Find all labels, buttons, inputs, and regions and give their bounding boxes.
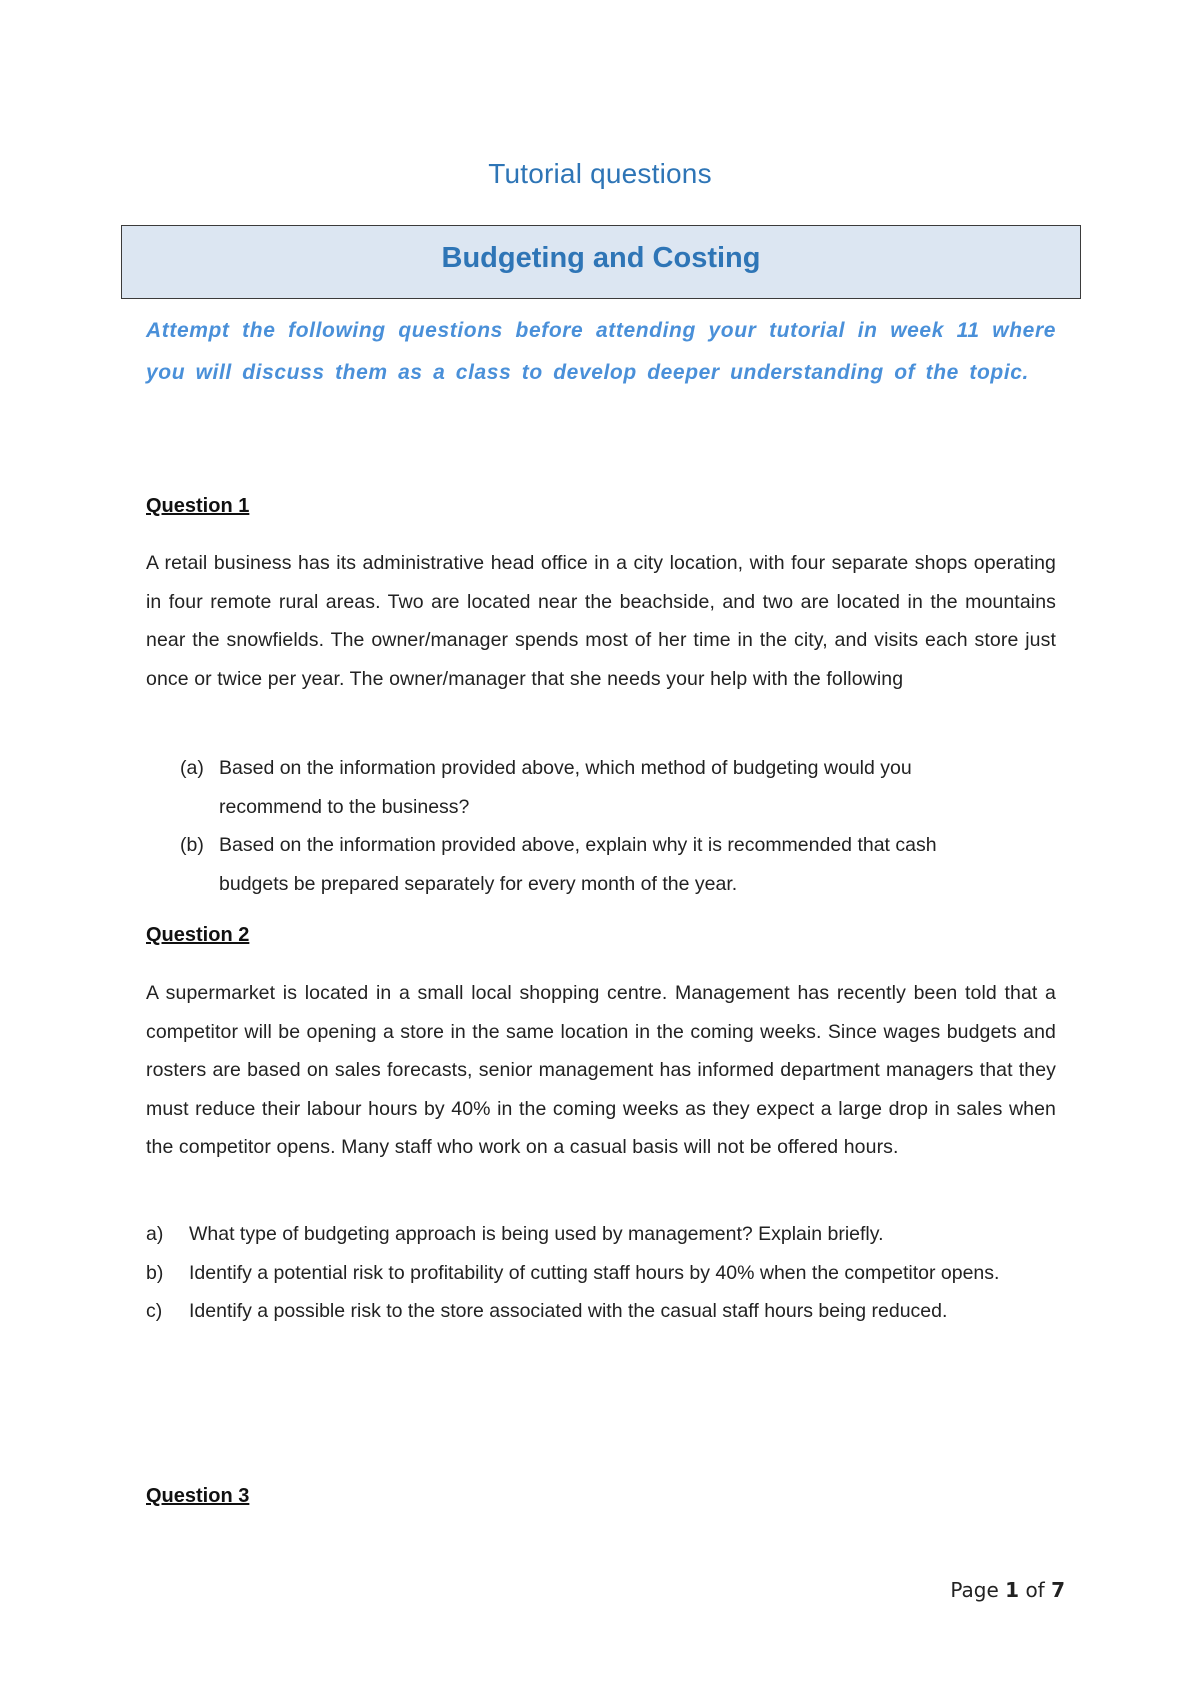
list-item-text: Identify a possible risk to the store associated with the casual staff hours being reduced. bbox=[189, 1300, 948, 1322]
list-item bbox=[146, 1254, 1056, 1293]
list-marker: b) bbox=[146, 1261, 164, 1284]
list-item bbox=[146, 1292, 1056, 1331]
question-3-heading: Question 3 bbox=[146, 1485, 250, 1507]
list-item bbox=[146, 1215, 1056, 1254]
list-marker: (b) bbox=[180, 834, 204, 856]
list-item-text: Based on the information provided above, explain why it is recommended that cash budgets be prepared separately for every month of the year. bbox=[219, 834, 937, 895]
question-2-parts bbox=[146, 1215, 1056, 1331]
list-marker: (a) bbox=[180, 757, 204, 779]
list-item-text: What type of budgeting approach is being used by management? Explain briefly. bbox=[189, 1223, 884, 1245]
question-2-heading: Question 2 bbox=[146, 924, 250, 946]
footer-page-number: 1 bbox=[1005, 1578, 1020, 1602]
section-banner bbox=[121, 225, 1081, 299]
list-marker: a) bbox=[146, 1223, 164, 1245]
question-1-heading: Question 1 bbox=[146, 495, 250, 517]
footer-of-word: of bbox=[1025, 1578, 1045, 1602]
list-marker: c) bbox=[146, 1300, 163, 1322]
question-2-body: A supermarket is located in a small local shopping centre. Management has recently been told that a competitor will be opening a store in the same location in the coming weeks. Since wages budgets and rosters are based on sales forecasts, senior management has informed department managers that they must reduce their labour hours by 40% in the coming weeks as they expect a large drop in sales when the competitor opens. Many staff who work on a casual basis will not be offered hours. bbox=[146, 982, 1056, 1158]
list-item-text: Identify a potential risk to profitability of cutting staff hours by 40% when the competitor opens. bbox=[189, 1261, 1000, 1284]
list-item-text: Based on the information provided above, which method of budgeting would you recommend to the business? bbox=[219, 757, 912, 818]
footer-page-word: Page bbox=[950, 1578, 999, 1602]
question-1-parts bbox=[146, 749, 1056, 903]
page-footer bbox=[900, 1578, 1065, 1602]
intro-instructions: Attempt the following questions before attending your tutorial in week 11 where you will discuss them as a class to develop deeper understanding of the topic. bbox=[146, 319, 1056, 384]
list-item bbox=[146, 749, 1056, 826]
page-title: Tutorial questions bbox=[488, 158, 712, 189]
footer-total-pages: 7 bbox=[1051, 1578, 1065, 1602]
list-item bbox=[146, 826, 1056, 903]
question-1-body: A retail business has its administrative head office in a city location, with four separate shops operating in four remote rural areas. Two are located near the beachside, and two are located in the mountains near the snowfields. The owner/manager spends most of her time in the city, and visits each store just once or twice per year. The owner/manager that she needs your help with the following bbox=[146, 552, 1056, 690]
section-title: Budgeting and Costing bbox=[441, 241, 761, 274]
